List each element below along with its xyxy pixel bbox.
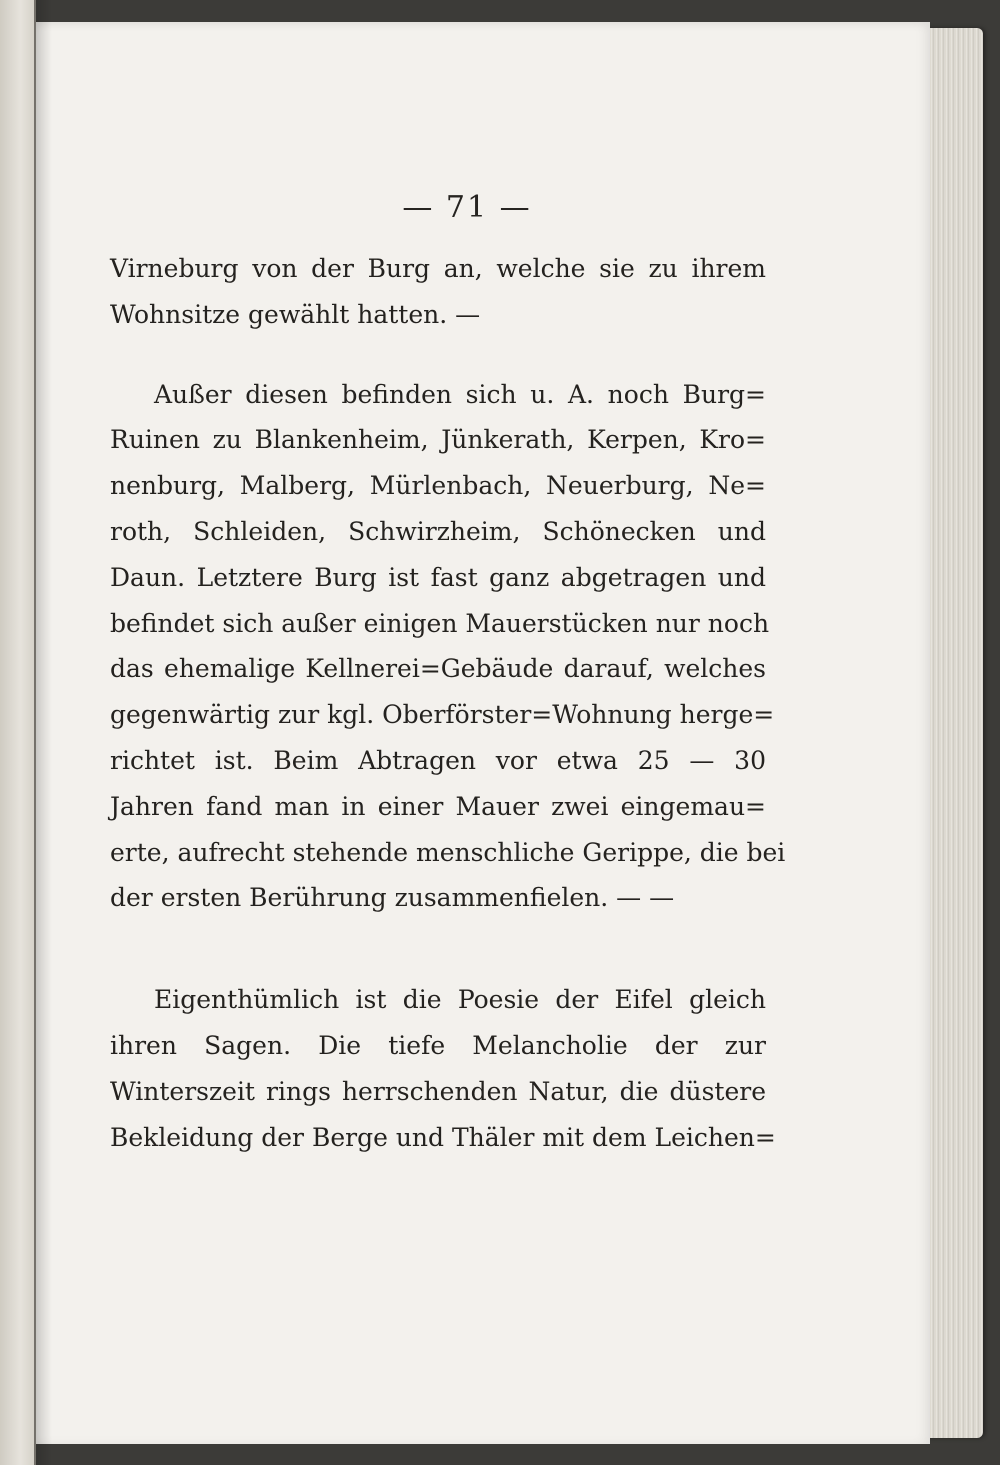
text-line: Außer diesen befinden sich u. A. noch Burg= — [154, 379, 766, 409]
page-number: — 71 — — [402, 190, 532, 225]
text-line: richtet ist. Beim Abtragen vor etwa 25 — 30 — [110, 745, 766, 775]
text-line: erte, aufrecht stehende menschliche Gerippe, die bei — [110, 837, 786, 867]
paragraph-gap — [110, 921, 766, 977]
paragraph — [110, 977, 776, 1160]
text-line: Virneburg von der Burg an, welche sie zu ihrem — [110, 254, 766, 283]
text-line: befindet sich außer einigen Mauerstücken nur noch — [110, 608, 770, 638]
text-line: Wohnsitze gewählt hatten. — — [110, 299, 481, 329]
text-line: Daun. Letztere Burg ist fast ganz abgetragen und — [110, 562, 766, 592]
text-line: roth, Schleiden, Schwirzheim, Schönecken und — [110, 516, 766, 546]
page-edges — [925, 28, 983, 1438]
text-line: Jahren fand man in einer Mauer zwei eingemau= — [110, 791, 766, 821]
text-line: Ruinen zu Blankenheim, Jünkerath, Kerpen, Kro= — [110, 425, 766, 455]
text-line: gegenwärtig zur kgl. Oberförster=Wohnung herge= — [110, 700, 775, 730]
text-line: das ehemalige Kellnerei=Gebäude darauf, welches — [110, 654, 766, 684]
facing-page-edge — [0, 0, 36, 1465]
text-line: Eigenthümlich ist die Poesie der Eifel gleich — [154, 985, 766, 1015]
text-line: nenburg, Malberg, Mürlenbach, Neuerburg, Ne= — [110, 471, 766, 501]
body-text — [110, 246, 786, 1160]
text-line: Bekleidung der Berge und Thäler mit dem Leichen= — [110, 1122, 776, 1152]
book-page — [36, 22, 930, 1444]
binding-shadow — [34, 0, 52, 1465]
text-line: ihren Sagen. Die tiefe Melancholie der zur — [110, 1030, 766, 1060]
paragraph-gap — [110, 338, 766, 372]
paragraph — [110, 372, 786, 922]
text-line: der ersten Berührung zusammenfielen. — — — [110, 883, 675, 913]
text-line: Winterszeit rings herrschenden Natur, die düstere — [110, 1076, 766, 1106]
paragraph — [110, 246, 766, 338]
